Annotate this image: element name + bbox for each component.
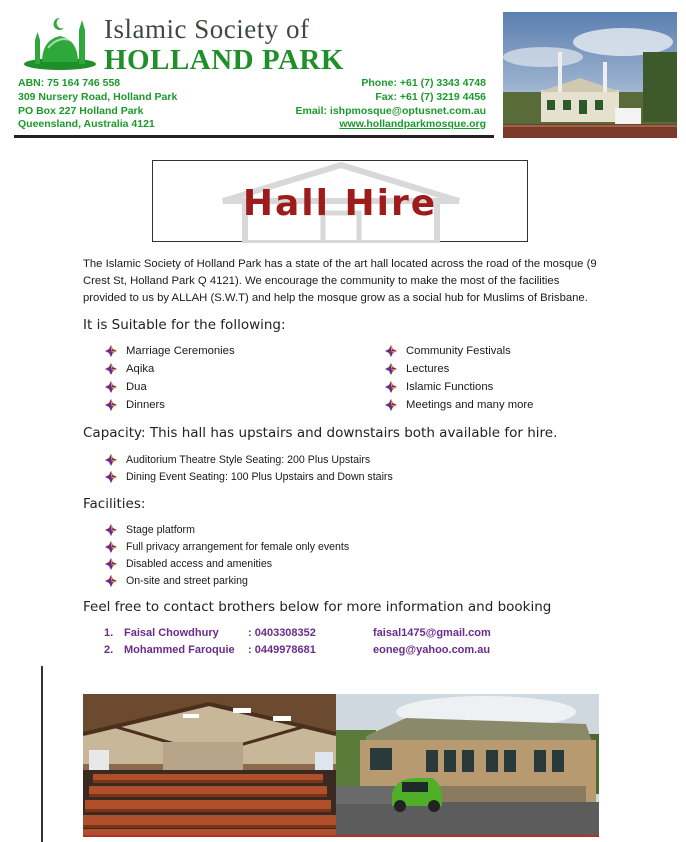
hall-hire-banner [152,160,528,242]
abn-text: ABN: 75 164 746 558 [18,77,121,89]
bullet-arrow-icon [384,380,398,394]
list-item [384,396,533,414]
list-item [104,572,349,589]
list-item-text: Dua [126,381,147,393]
bullet-arrow-icon [104,540,118,554]
banner-title: Hall Hire [242,183,438,224]
suitable-list-right [384,342,533,414]
bullet-arrow-icon [104,453,118,467]
contact-name: Faisal Chowdhury [124,627,219,639]
list-item [104,555,349,572]
suitable-heading: It is Suitable for the following: [83,317,286,333]
list-item [104,468,393,485]
org-name-line1: Islamic Society of [104,14,310,44]
list-item-text: Auditorium Theatre Style Seating: 200 Plus Upstairs [126,453,371,466]
society-logo [20,12,100,72]
mosque-photo [503,12,677,138]
list-item [104,396,235,414]
list-item [104,342,235,360]
bullet-arrow-icon [104,344,118,358]
street-address: 309 Nursery Road, Holland Park [18,91,178,103]
list-item-text: Meetings and many more [406,399,534,411]
contact-email[interactable]: faisal1475@gmail.com [373,627,491,639]
list-item [104,360,235,378]
list-item [104,521,349,538]
list-item-text: Stage platform [126,523,195,536]
list-item-text: Lectures [406,363,450,375]
capacity-heading: Capacity: This hall has upstairs and downstairs both available for hire. [83,425,558,441]
bullet-arrow-icon [384,344,398,358]
website-link[interactable]: www.hollandparkmosque.org [339,118,486,130]
list-item-text: Islamic Functions [406,381,494,393]
intro-paragraph: The Islamic Society of Holland Park has a state of the art hall located across the road of the mosque (9 Crest St, Holland Park Q 4121). We encourage the community to make the most of the facilities provided to us by ALLAH (S.W.T) and help the mosque grow as a social hub for Muslims of Brisbane. [83,258,597,304]
bullet-arrow-icon [384,398,398,412]
suitable-list-left [104,342,235,414]
list-item [384,378,533,396]
margin-line [41,666,43,842]
footer-divider [83,835,599,837]
contact-phone[interactable]: : 0403308352 [248,627,316,639]
hall-interior-photo [83,694,336,836]
header-divider [14,135,494,138]
bullet-arrow-icon [104,574,118,588]
list-item-text: Aqika [126,363,155,375]
capacity-list [104,451,393,485]
facilities-list [104,521,349,589]
contact-phone[interactable]: : 0449978681 [248,644,316,656]
bullet-arrow-icon [104,523,118,537]
list-item [104,451,393,468]
hall-building-photo [336,694,599,836]
bullet-arrow-icon [104,380,118,394]
bullet-arrow-icon [104,362,118,376]
list-item-text: Disabled access and amenities [126,557,273,570]
list-item-text: On-site and street parking [126,574,248,587]
list-item [384,360,533,378]
list-item-text: Dining Event Seating: 100 Plus Upstairs and Down stairs [126,470,393,483]
list-item-text: Marriage Ceremonies [126,345,235,357]
list-item-text: Community Festivals [406,345,511,357]
contact-name: Mohammed Faroquie [124,644,235,656]
bullet-arrow-icon [104,557,118,571]
contact-number: 2. [104,644,114,656]
po-box: PO Box 227 Holland Park [18,105,144,117]
list-item [384,342,533,360]
state-address: Queensland, Australia 4121 [18,118,155,130]
contact-number: 1. [104,627,114,639]
phone-text: Phone: +61 (7) 3343 4748 [361,77,486,89]
list-item [104,538,349,555]
list-item-text: Full privacy arrangement for female only events [126,540,350,553]
bullet-arrow-icon [384,362,398,376]
list-item-text: Dinners [126,399,165,411]
org-name-line2: HOLLAND PARK [104,44,344,76]
bullet-arrow-icon [104,470,118,484]
facilities-heading: Facilities: [83,496,146,512]
list-item [104,378,235,396]
bullet-arrow-icon [104,398,118,412]
fax-text: Fax: +61 (7) 3219 4456 [375,91,486,103]
email-link[interactable]: Email: ishpmosque@optusnet.com.au [295,105,486,117]
contact-heading: Feel free to contact brothers below for more information and booking [83,599,552,615]
contact-email[interactable]: eoneg@yahoo.com.au [373,644,491,656]
